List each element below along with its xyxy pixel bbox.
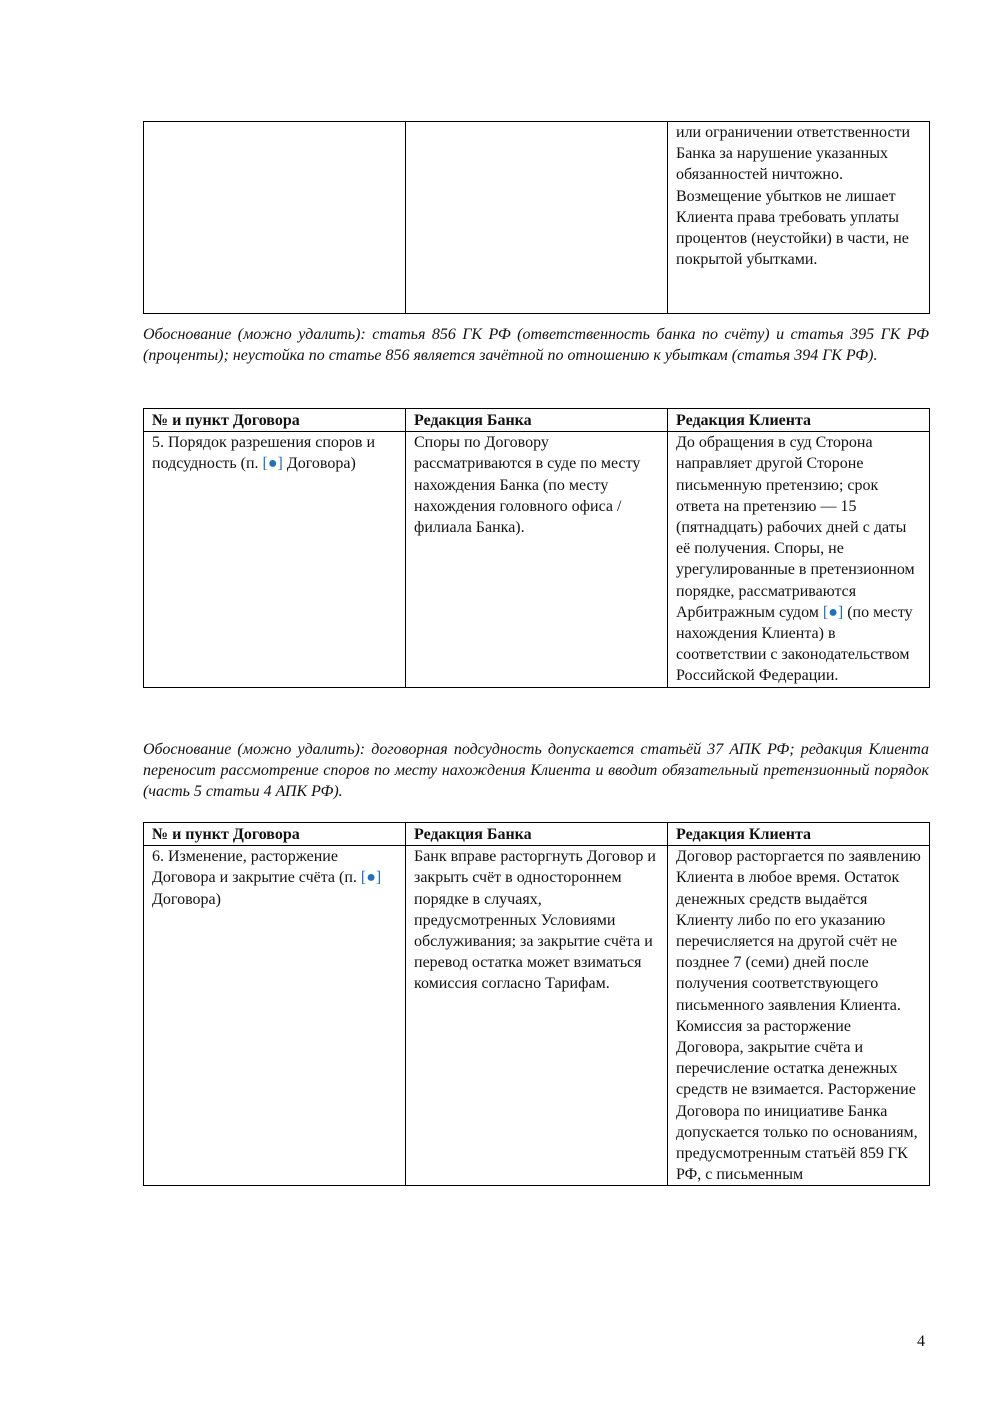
placeholder-marker: [●] [262,455,283,473]
header-clause: № и пункт Договора [144,823,406,846]
header-client-version: Редакция Клиента [668,823,930,846]
table-cell-bank-version: Споры по Договору рассматриваются в суде по месту нахождения Банка (по месту нахождения головного офиса / филиала Банка). [406,432,668,687]
justification-note: Обоснование (можно удалить): статья 856 ГК РФ (ответственность банка по счёту) и статья 395 ГК РФ (проценты); неустойка по статье 856 является зачётной по отношению к убыткам (статья 394 ГК РФ). [143,326,929,365]
table-cell-bank-version [406,122,668,314]
placeholder-marker: [●] [360,869,382,887]
header-clause: № и пункт Договора [144,409,406,432]
page-number: 4 [917,1333,925,1350]
table-header-row [144,823,930,846]
comparison-table-disputes [143,408,930,688]
table-cell-client-version: или ограничении ответственности Банка за нарушение указанных обязанностей ничтожно. Возмещение убытков не лишает Клиента права требовать уплаты процентов (неустойки) в части, не покрытой убытками. [668,122,930,314]
table-header-row [144,409,930,432]
table-row [144,846,930,1186]
header-client-version: Редакция Клиента [668,409,930,432]
header-bank-version: Редакция Банка [406,409,668,432]
table-cell-clause: 6. Изменение, расторжение Договора и закрытие счёта (п. [●] Договора) [144,846,406,1186]
table-cell-clause: 5. Порядок разрешения споров и подсудность (п. [●] Договора) [144,432,406,687]
table-row [144,432,930,687]
header-bank-version: Редакция Банка [406,823,668,846]
table-cell-bank-version: Банк вправе расторгнуть Договор и закрыть счёт в одностороннем порядке в случаях, предусмотренных Условиями обслуживания; за закрытие счёта и перевод остатка может взиматься комиссия согласно Тарифам. [406,846,668,1186]
comparison-table-termination [143,822,930,1186]
table-cell-client-version: Договор расторгается по заявлению Клиента в любое время. Остаток денежных средств выдаётся Клиенту либо по его указанию перечисляется на другой счёт не позднее 7 (семи) дней после получения соответствующего письменного заявления Клиента. Комиссия за расторжение Договора, закрытие счёта и перечисление остатка денежных средств не взимается. Расторжение Договора по инициативе Банка допускается только по основаниям, предусмотренным статьёй 859 ГК РФ, с письменным [668,846,930,1186]
table-cell-client-version: До обращения в суд Сторона направляет другой Стороне письменную претензию; срок ответа на претензию — 15 (пятнадцать) рабочих дней с даты её получения. Споры, не урегулированные в претензионном порядке, рассматриваются Арбитражным судом [●] (по месту нахождения Клиента) в соответствии с законодательством Российской Федерации. [668,432,930,687]
table-row [144,122,930,314]
placeholder-marker: [●] [822,603,844,621]
justification-note: Обоснование (можно удалить): договорная подсудность допускается статьёй 37 АПК РФ; редакция Клиента переносит рассмотрение споров по месту нахождения Клиента и вводит обязательный претензионный порядок (часть 5 статьи 4 АПК РФ). [143,741,929,801]
comparison-table-continued [143,121,930,314]
table-cell-clause [144,122,406,314]
